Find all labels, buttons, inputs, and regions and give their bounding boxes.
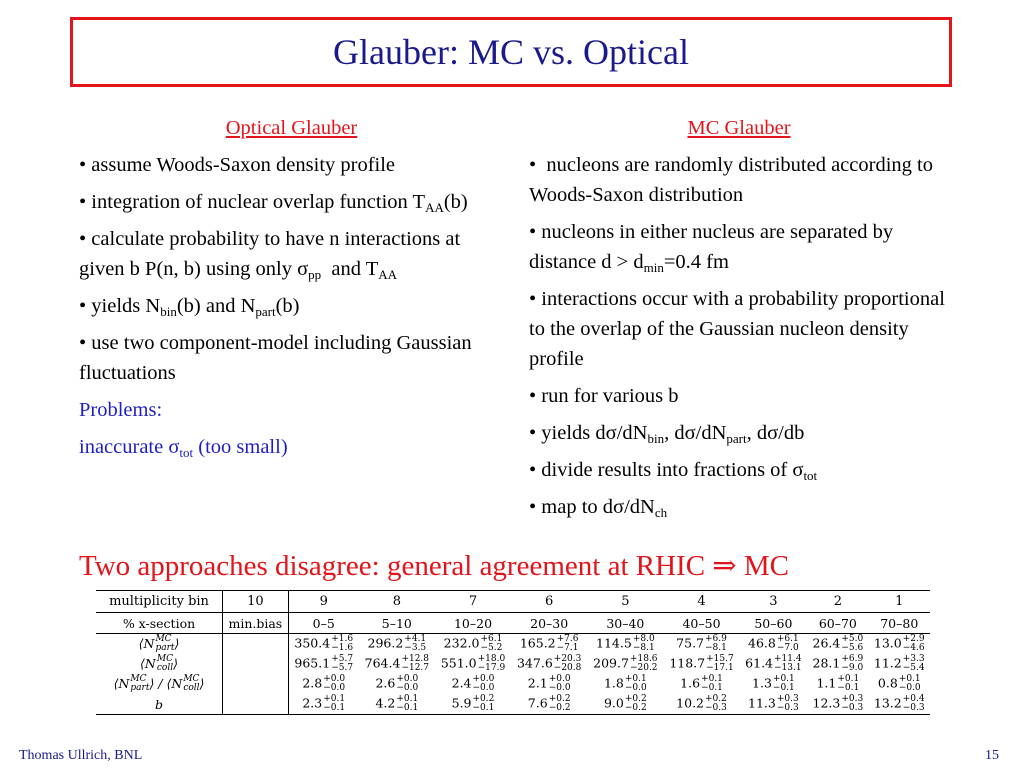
upper-error: +0.0	[323, 674, 346, 684]
lower-error: −0.3	[841, 703, 864, 713]
upper-error: +11.4	[774, 654, 802, 664]
upper-error: +0.1	[837, 674, 860, 684]
lower-error: −0.1	[701, 683, 723, 693]
table-cell	[223, 654, 289, 674]
table-row	[96, 694, 930, 715]
table-cell	[223, 674, 289, 694]
table-cell: 70–80	[869, 613, 930, 634]
table-cell	[223, 634, 289, 655]
cell-value: 2.6	[375, 675, 396, 691]
lower-error: −7.0	[776, 643, 799, 653]
header-cell: 7	[435, 591, 511, 613]
table-row	[96, 674, 930, 694]
table-cell: min.bias	[223, 613, 289, 634]
table-header-row	[96, 591, 930, 613]
lower-error: −0.0	[624, 683, 647, 693]
cell-uncertainty	[323, 675, 345, 693]
mc-bullet-1: • nucleons are randomly distributed according to Woods-Saxon distribution	[529, 154, 938, 206]
header-cell: 9	[288, 591, 359, 613]
cell-uncertainty	[630, 655, 658, 673]
table-cell	[359, 634, 435, 655]
mc-glauber-column	[529, 113, 949, 529]
optical-bullet-5: • use two component-model including Gaussian fluctuations	[79, 332, 472, 384]
problems-label: Problems:	[79, 399, 163, 421]
upper-error: +0.1	[624, 674, 647, 684]
row-label	[96, 634, 223, 655]
subscript: min	[643, 260, 664, 275]
cell-value: 28.1	[812, 655, 841, 671]
upper-error: +18.0	[477, 654, 506, 664]
table-cell	[587, 674, 663, 694]
text: (b)	[443, 191, 468, 213]
cell-uncertainty	[404, 635, 426, 653]
subscript: ch	[654, 505, 668, 520]
table-cell	[740, 634, 808, 655]
lower-error: −17.1	[706, 663, 734, 673]
upper-error: +0.4	[902, 694, 925, 704]
header-cell: 5	[587, 591, 663, 613]
lower-error: −20.8	[553, 663, 582, 673]
cell-uncertainty	[903, 635, 925, 653]
table-cell	[663, 654, 739, 674]
row-label-text: ⟨N MC part ⟩	[138, 634, 180, 653]
cell-uncertainty	[777, 695, 799, 713]
upper-error: +8.0	[632, 634, 655, 644]
upper-error: +7.6	[556, 634, 579, 644]
upper-error: +0.2	[472, 694, 495, 704]
table-cell	[740, 654, 808, 674]
row-label-text: ⟨N MC part ⟩ / ⟨N MC coll ⟩	[113, 674, 205, 693]
page-number: 15	[985, 748, 999, 763]
cell-value: 165.2	[519, 635, 556, 651]
table-cell	[740, 694, 808, 715]
cell-value: 12.3	[812, 695, 841, 711]
lower-error: −7.1	[556, 643, 579, 653]
text: (b)	[275, 295, 300, 317]
sigma-symbol: σ	[297, 258, 309, 280]
cell-uncertainty	[625, 695, 647, 713]
cell-uncertainty	[903, 655, 925, 673]
cell-uncertainty	[774, 655, 802, 673]
text: • nucleons in either nucleus are separated by distance d > d	[529, 221, 894, 273]
cell-uncertainty	[705, 635, 727, 653]
cell-value: 2.1	[527, 675, 548, 691]
mc-bullet-6	[529, 455, 949, 485]
lower-error: −5.2	[480, 643, 503, 653]
lower-error: −0.0	[548, 683, 571, 693]
upper-error: +6.9	[705, 634, 727, 644]
lower-error: −20.2	[629, 663, 658, 673]
cell-uncertainty	[841, 655, 863, 673]
text: • calculate probability to have n interactions at given b P(n, b) using only	[79, 228, 461, 280]
cell-value: 2.3	[302, 695, 323, 711]
cell-uncertainty	[549, 695, 571, 713]
header-cell: 2	[807, 591, 868, 613]
table-cell	[435, 694, 511, 715]
cell-value: 296.2	[367, 635, 404, 651]
table-cell	[359, 694, 435, 715]
mc-bullet-2	[529, 217, 949, 277]
upper-error: +3.3	[902, 654, 925, 664]
cell-uncertainty	[473, 675, 495, 693]
header-cell: 4	[663, 591, 739, 613]
cell-value: 11.2	[873, 655, 902, 671]
upper-error: +0.1	[323, 694, 346, 704]
table-row	[96, 654, 930, 674]
optical-bullet-1: • assume Woods-Saxon density profile	[79, 154, 396, 176]
upper-error: +18.6	[629, 654, 658, 664]
text: and T	[321, 258, 379, 280]
cell-uncertainty	[777, 635, 799, 653]
subscript: AA	[378, 267, 398, 282]
cell-value: 347.6	[516, 655, 553, 671]
table-cell	[869, 634, 930, 655]
table-cell	[587, 694, 663, 715]
upper-error: +0.0	[548, 674, 571, 684]
table-cell: 60–70	[807, 613, 868, 634]
cell-value: 13.2	[873, 695, 902, 711]
problem-1	[79, 432, 504, 462]
upper-error: +0.0	[472, 674, 495, 684]
table-cell	[740, 674, 808, 694]
optical-glauber-column	[79, 113, 504, 469]
text: =0.4 fm	[663, 251, 729, 273]
subscript: AA	[425, 200, 444, 215]
lower-error: −1.6	[331, 643, 354, 653]
cell-value: 232.0	[443, 635, 480, 651]
text: (too small)	[193, 436, 288, 458]
table-cell	[663, 694, 739, 715]
table-cell	[587, 654, 663, 674]
table-cell: 40–50	[663, 613, 739, 634]
table-cell: 50–60	[740, 613, 808, 634]
upper-error: +0.1	[772, 674, 795, 684]
cell-value: 4.2	[375, 695, 396, 711]
lower-error: −0.1	[472, 703, 495, 713]
cell-value: 7.6	[527, 695, 548, 711]
slide-title: Glauber: MC vs. Optical	[333, 32, 689, 72]
table-cell	[359, 674, 435, 694]
upper-error: +5.0	[841, 634, 864, 644]
table-cell	[807, 654, 868, 674]
cell-uncertainty	[401, 655, 429, 673]
upper-error: +15.7	[706, 654, 734, 664]
upper-error: +0.2	[548, 694, 571, 704]
conclusion-text: Two approaches disagree: general agreement at RHIC ⇒ MC	[79, 550, 789, 582]
table-cell	[511, 694, 587, 715]
upper-error: +6.1	[480, 634, 503, 644]
table-cell	[288, 674, 359, 694]
cell-uncertainty	[396, 695, 418, 713]
lower-error: −0.2	[548, 703, 571, 713]
lower-error: −0.0	[323, 683, 346, 693]
lower-error: −5.6	[841, 643, 864, 653]
subscript: bin	[160, 304, 177, 319]
cell-value: 13.0	[873, 635, 902, 651]
mc-bullet-4: • run for various b	[529, 385, 679, 407]
table-cell	[288, 694, 359, 715]
cell-value: 61.4	[745, 655, 774, 671]
cell-value: 114.5	[596, 635, 632, 651]
cell-value: 5.9	[451, 695, 472, 711]
upper-error: +0.3	[776, 694, 799, 704]
row-label-text: b	[154, 696, 163, 712]
table-cell	[223, 694, 289, 715]
table-cell	[807, 674, 868, 694]
table-cell	[807, 694, 868, 715]
table-cell	[807, 634, 868, 655]
lower-error: −0.3	[705, 703, 727, 713]
table-cell: 5–10	[359, 613, 435, 634]
cell-uncertainty	[705, 695, 727, 713]
subscript: tot	[179, 445, 194, 460]
upper-error: +0.2	[624, 694, 647, 704]
table-cell	[511, 634, 587, 655]
row-label	[96, 654, 223, 674]
header-cell: 8	[359, 591, 435, 613]
subscript: tot	[803, 468, 818, 483]
sigma-symbol: σ	[168, 436, 180, 458]
row-label: % x-section	[96, 613, 223, 634]
table-cell	[359, 654, 435, 674]
mc-bullet-5	[529, 418, 949, 448]
cell-value: 2.8	[302, 675, 323, 691]
row-label	[96, 694, 223, 715]
cell-uncertainty	[478, 655, 506, 673]
lower-error: −5.4	[902, 663, 925, 673]
lower-error: −0.3	[902, 703, 925, 713]
upper-error: +4.1	[404, 634, 427, 644]
text: • map to dσ/dN	[529, 496, 655, 518]
lower-error: −17.9	[477, 663, 506, 673]
cell-uncertainty	[837, 675, 859, 693]
subscript: bin	[647, 431, 665, 446]
upper-error: +0.1	[701, 674, 723, 684]
lower-error: −8.1	[632, 643, 655, 653]
table-cell: 30–40	[587, 613, 663, 634]
subscript: part	[726, 431, 747, 446]
upper-error: +0.2	[705, 694, 727, 704]
lower-error: −0.3	[776, 703, 799, 713]
table-cell: 0–5	[288, 613, 359, 634]
glauber-results-table	[96, 590, 930, 715]
cell-value: 350.4	[294, 635, 331, 651]
cell-uncertainty	[396, 675, 418, 693]
upper-error: +0.1	[396, 694, 419, 704]
text: • integration of nuclear overlap function T	[79, 191, 426, 213]
cell-value: 1.6	[680, 675, 701, 691]
table-cell	[663, 634, 739, 655]
header-cell: 10	[223, 591, 289, 613]
table-cell: 10–20	[435, 613, 511, 634]
table-row	[96, 613, 930, 634]
cell-uncertainty	[903, 695, 925, 713]
lower-error: −4.6	[902, 643, 925, 653]
lower-error: −12.7	[401, 663, 430, 673]
cell-value: 26.4	[812, 635, 841, 651]
text: , dσ/dN	[664, 422, 727, 444]
lower-error: −0.2	[624, 703, 647, 713]
cell-uncertainty	[549, 675, 571, 693]
text: • yields dσ/dN	[529, 422, 648, 444]
cell-uncertainty	[473, 695, 495, 713]
text: • divide results into fractions of σ	[529, 459, 804, 481]
lower-error: −8.1	[705, 643, 727, 653]
cell-value: 11.3	[748, 695, 776, 711]
cell-uncertainty	[554, 655, 582, 673]
cell-uncertainty	[899, 675, 921, 693]
table-cell	[587, 634, 663, 655]
table-cell	[435, 634, 511, 655]
text: (b) and N	[176, 295, 256, 317]
table-cell	[435, 654, 511, 674]
cell-value: 1.3	[752, 675, 772, 691]
table-cell: 20–30	[511, 613, 587, 634]
cell-value: 1.1	[816, 675, 837, 691]
optical-bullet-4	[79, 291, 504, 321]
upper-error: +0.1	[898, 674, 921, 684]
upper-error: +5.7	[331, 654, 354, 664]
lower-error: −0.0	[898, 683, 921, 693]
cell-uncertainty	[841, 635, 863, 653]
title-box	[70, 17, 952, 87]
footer-author: Thomas Ullrich, BNL	[19, 748, 143, 763]
upper-error: +20.3	[553, 654, 582, 664]
lower-error: −13.1	[774, 663, 802, 673]
mc-bullet-7	[529, 492, 949, 522]
upper-error: +1.6	[331, 634, 354, 644]
cell-value: 0.8	[877, 675, 898, 691]
lower-error: −0.0	[396, 683, 419, 693]
mc-glauber-heading: MC Glauber	[687, 117, 791, 139]
text: inaccurate	[79, 436, 169, 458]
table-cell	[869, 694, 930, 715]
cell-value: 46.8	[748, 635, 776, 651]
subscript: part	[255, 304, 276, 319]
row-label-text: ⟨N MC coll ⟩	[140, 654, 178, 673]
cell-value: 2.4	[451, 675, 472, 691]
cell-value: 209.7	[593, 655, 629, 671]
upper-error: +6.9	[841, 654, 864, 664]
cell-uncertainty	[331, 635, 353, 653]
subscript: pp	[308, 267, 322, 282]
header-cell: multiplicity bin	[96, 591, 223, 613]
cell-value: 551.0	[440, 655, 477, 671]
table-row	[96, 634, 930, 655]
cell-uncertainty	[706, 655, 734, 673]
cell-uncertainty	[323, 695, 345, 713]
lower-error: −0.1	[772, 683, 795, 693]
upper-error: +12.8	[401, 654, 430, 664]
header-cell: 3	[740, 591, 808, 613]
cell-value: 965.1	[294, 655, 331, 671]
cell-value: 75.7	[676, 635, 705, 651]
cell-uncertainty	[773, 675, 795, 693]
cell-value: 10.2	[676, 695, 705, 711]
table-cell	[288, 634, 359, 655]
optical-bullet-3	[79, 224, 504, 284]
text: • yields N	[79, 295, 161, 317]
cell-uncertainty	[557, 635, 579, 653]
mc-bullet-3: • interactions occur with a probability proportional to the overlap of the Gaussian nucleon density profile	[529, 288, 945, 370]
cell-value: 764.4	[364, 655, 401, 671]
lower-error: −3.5	[404, 643, 427, 653]
lower-error: −5.7	[331, 663, 354, 673]
table-cell	[511, 674, 587, 694]
lower-error: −0.0	[472, 683, 495, 693]
optical-bullet-2	[79, 187, 504, 217]
table-cell	[869, 674, 930, 694]
header-cell: 6	[511, 591, 587, 613]
upper-error: +2.9	[902, 634, 925, 644]
cell-uncertainty	[480, 635, 502, 653]
upper-error: +6.1	[776, 634, 799, 644]
cell-uncertainty	[331, 655, 353, 673]
lower-error: −0.1	[396, 703, 419, 713]
optical-glauber-heading: Optical Glauber	[225, 117, 358, 139]
table-cell	[511, 654, 587, 674]
cell-uncertainty	[841, 695, 863, 713]
cell-uncertainty	[633, 635, 655, 653]
lower-error: −0.1	[837, 683, 860, 693]
cell-value: 118.7	[669, 655, 706, 671]
upper-error: +0.0	[396, 674, 419, 684]
cell-uncertainty	[701, 675, 723, 693]
table-cell	[869, 654, 930, 674]
table-cell	[435, 674, 511, 694]
text: , dσ/db	[746, 422, 805, 444]
upper-error: +0.3	[841, 694, 864, 704]
table-cell	[288, 654, 359, 674]
table-cell	[663, 674, 739, 694]
row-label	[96, 674, 223, 694]
cell-uncertainty	[625, 675, 647, 693]
cell-value: 9.0	[603, 695, 624, 711]
lower-error: −0.1	[323, 703, 346, 713]
cell-value: 1.8	[603, 675, 624, 691]
lower-error: −9.0	[841, 663, 864, 673]
header-cell: 1	[869, 591, 930, 613]
